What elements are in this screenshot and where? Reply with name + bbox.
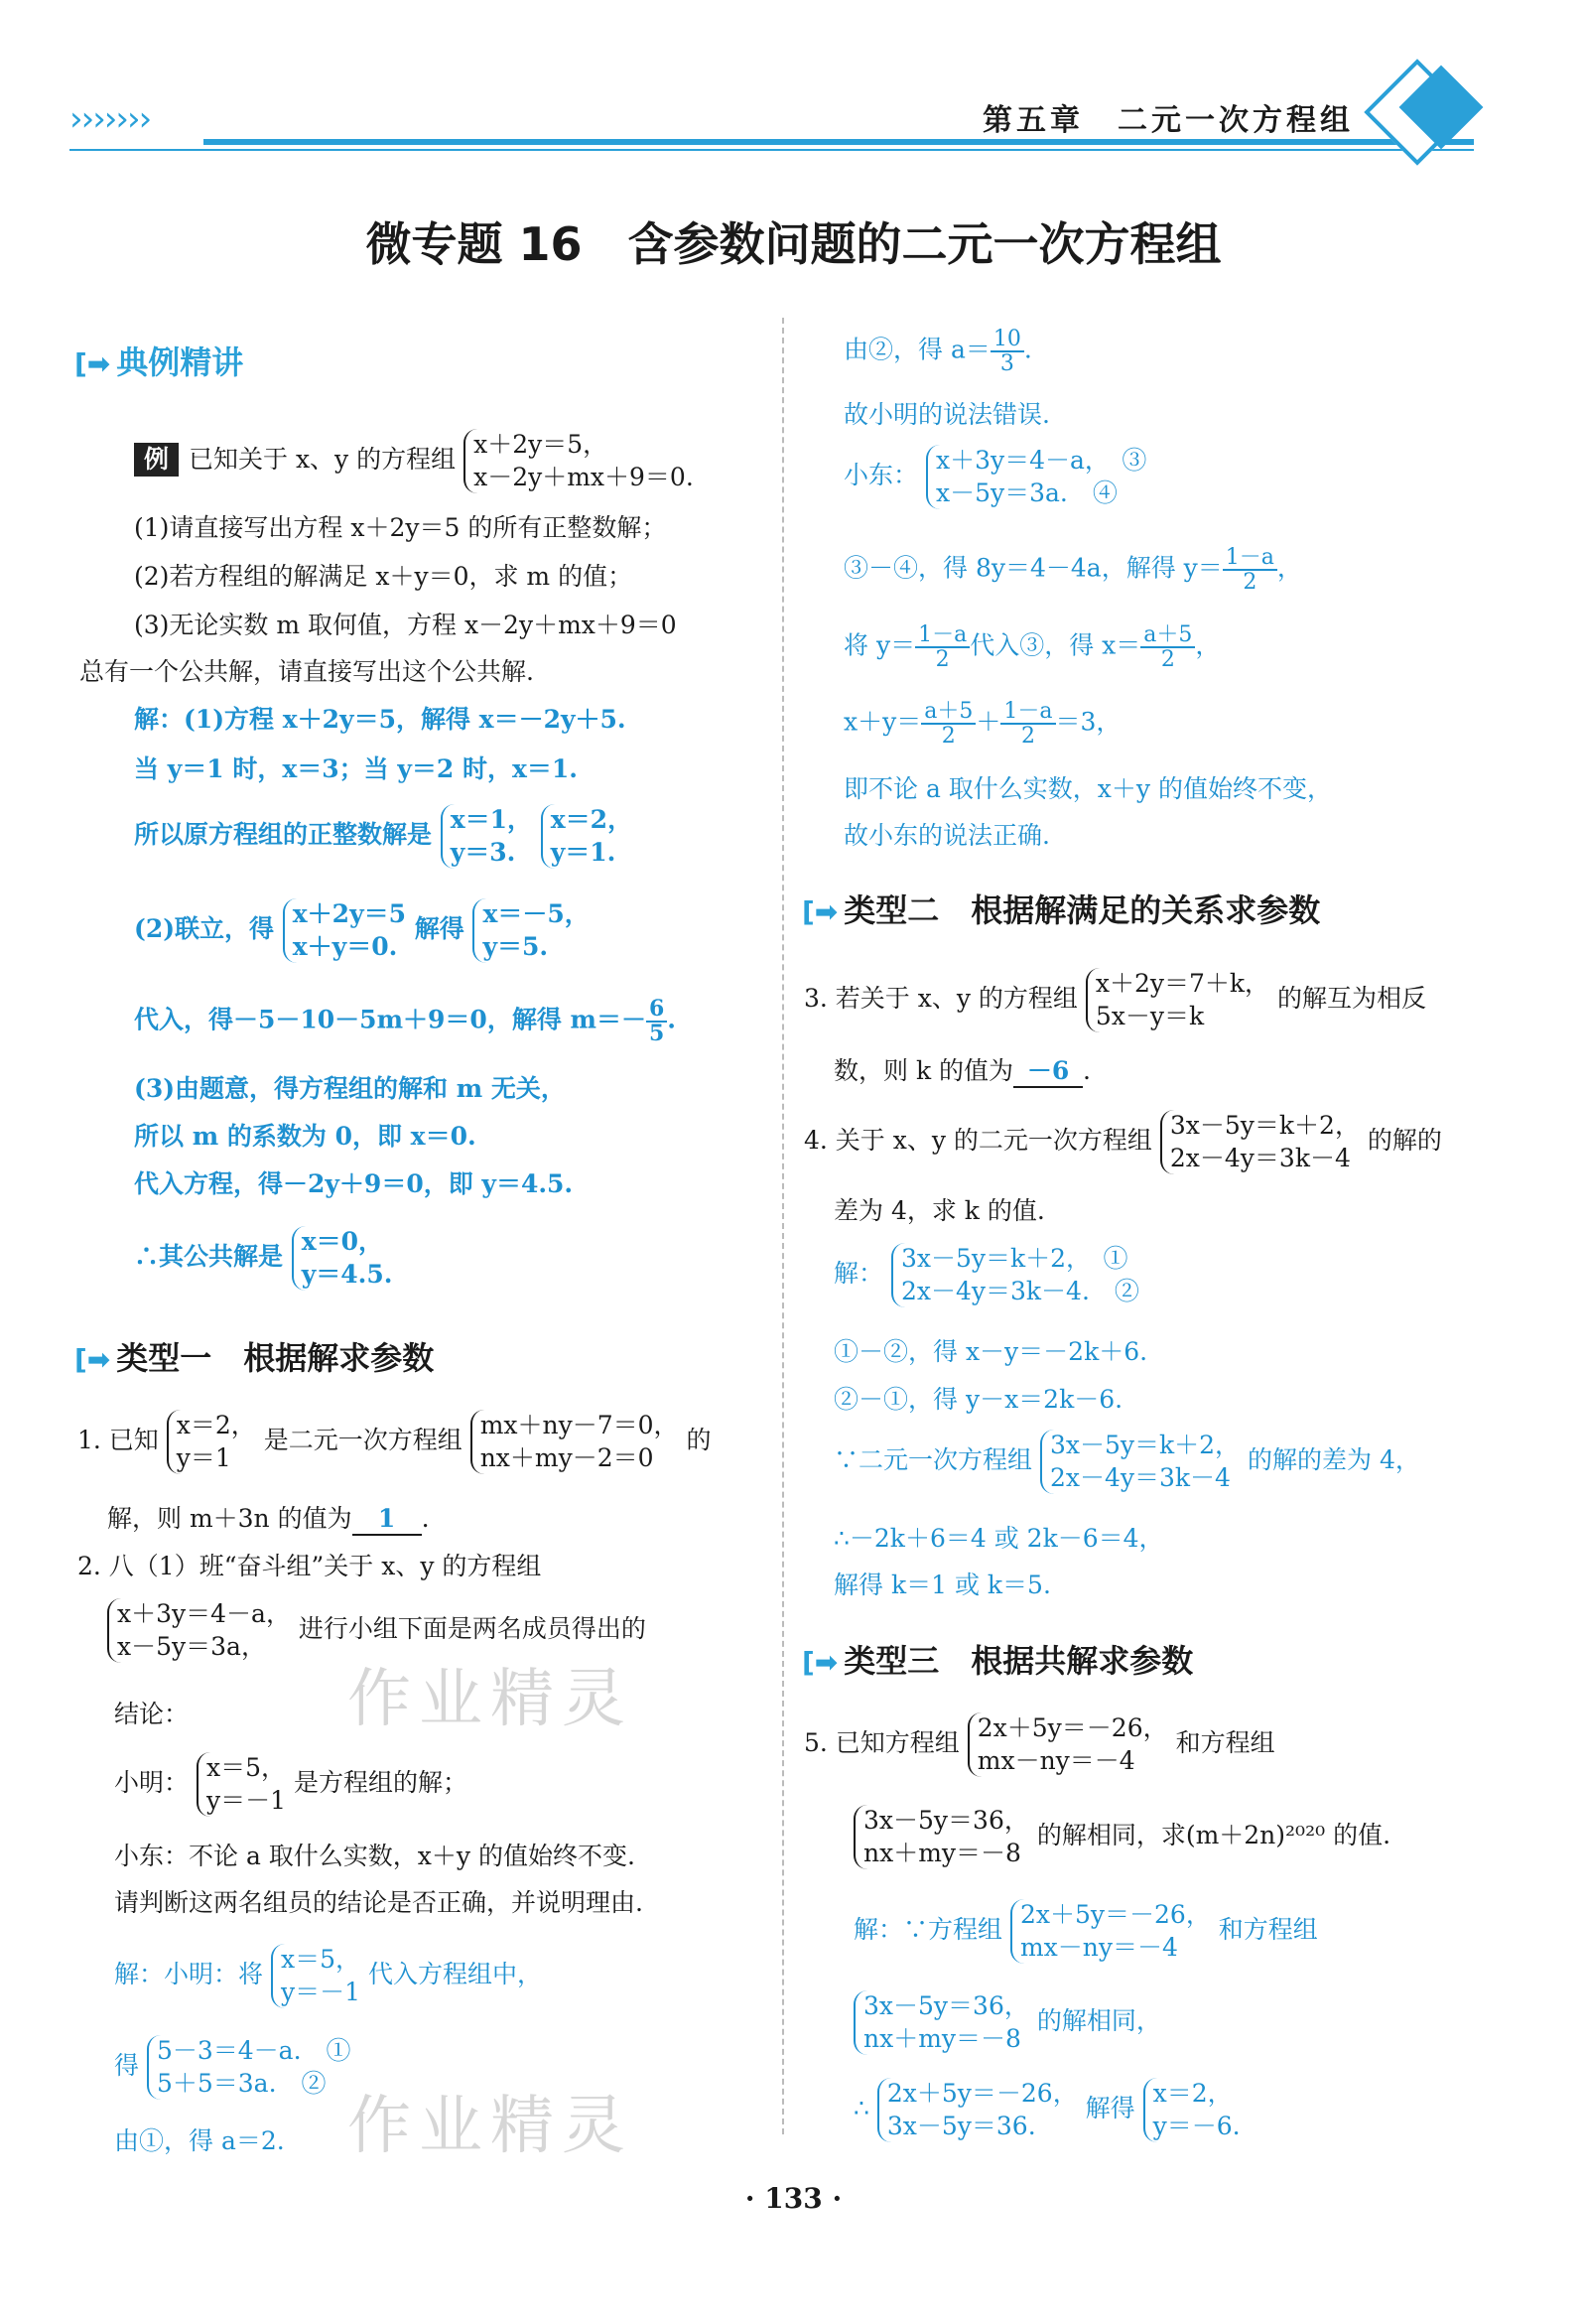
example-q3: (3)无论实数 m 取何值，方程 x－2y＋mx＋9＝0 <box>134 611 677 639</box>
chapter-title: 第五章 二元一次方程组 <box>983 103 1354 138</box>
example-tag: 例 <box>134 443 179 477</box>
problem-4-text: 差为 4，求 k 的值. <box>834 1196 1045 1225</box>
solution-line: 3x－5y＝36， nx＋my＝－8 的解相同， <box>854 1990 1161 2055</box>
header-rule-thin <box>69 149 1474 151</box>
problem-5-cont: 3x－5y＝36， nx＋my＝－8 的解相同，求(m＋2n)²⁰²⁰ 的值. <box>854 1805 1390 1869</box>
solution-line: (2)联立，得 x＋2y＝5 x＋y＝0. 解得 x＝－5， y＝5. <box>134 898 590 963</box>
solution-line: 代入，得－5－10－5m＋9＝0，解得 m＝－ $\frac{6}{5}$ . <box>134 996 677 1047</box>
page-number: · 133 · <box>744 2182 843 2215</box>
solution-line: 解： 3x－5y＝k＋2， ① 2x－4y＝3k－4. ② <box>834 1243 1139 1307</box>
solution-line: ∴－2k＋6＝4 或 2k－6＝4， <box>834 1524 1164 1553</box>
watermark: 作业精灵 <box>347 1663 633 1736</box>
solution-line: ∴其公共解是 x＝0， y＝4.5. <box>134 1226 392 1291</box>
solution-line: ③－④，得 8y＝4－4a，解得 y＝ $\frac{1-a}{2}$ ， <box>844 545 1302 596</box>
section-type1: [➡ 类型一 根据解求参数 <box>74 1339 435 1377</box>
arrow-tag-icon: [➡ <box>802 1646 839 1679</box>
answer-blank: －6 <box>1013 1056 1083 1088</box>
solution-line: ∵二元一次方程组 3x－5y＝k＋2， 2x－4y＝3k－4 的解的差为 4， <box>834 1430 1420 1494</box>
solution-line: 小东： x＋3y＝4－a， ③ x－5y＝3a. ④ <box>844 445 1146 509</box>
watermark: 作业精灵 <box>347 2090 633 2163</box>
solution-line: 由①，得 a＝2. <box>114 2126 285 2155</box>
solution-line: 将 y＝ $\frac{1-a}{2}$ 代入③，得 x＝ $\frac{a+5}{2}$ ， <box>844 622 1221 673</box>
header-chevrons: ››››››› <box>69 99 151 139</box>
solution-line: 解：∵方程组 2x＋5y＝－26， mx－ny＝－4 和方程组 <box>854 1899 1318 1964</box>
arrow-tag-icon: [➡ <box>802 895 839 928</box>
solution-line: ∴ 2x＋5y＝－26， 3x－5y＝36. 解得 x＝2， y＝－6. <box>854 2078 1241 2142</box>
example-q3-cont: 总有一个公共解，请直接写出这个公共解. <box>79 657 534 686</box>
answer-blank: 1 <box>352 1504 422 1536</box>
problem-3-answer: 数，则 k 的值为 －6 . <box>834 1056 1091 1088</box>
solution-line: ②－①，得 y－x＝2k－6. <box>834 1385 1124 1414</box>
solution-line: ①－②，得 x－y＝－2k＋6. <box>834 1337 1148 1366</box>
arrow-tag-icon: [➡ <box>74 1343 111 1376</box>
solution-line: 解：(1)方程 x＋2y＝5，解得 x＝－2y＋5. <box>134 705 626 734</box>
solution-line: x＋y＝ $\frac{a+5}{2}$ ＋ $\frac{1-a}{2}$ ＝3， <box>844 699 1122 750</box>
header-rule <box>203 139 1474 145</box>
problem-2-xiaodong: 小东：不论 a 取什么实数，x＋y 的值始终不变. <box>114 1842 635 1870</box>
solution-line: 所以原方程组的正整数解是 x＝1， y＝3. x＝2， y＝1. <box>134 804 632 869</box>
solution-line: (3)由题意，得方程组的解和 m 无关， <box>134 1074 566 1103</box>
example-intro: 例 已知关于 x、y 的方程组 x＋2y＝5， x－2y＋mx＋9＝0. <box>134 429 694 493</box>
example-q2: (2)若方程组的解满足 x＋y＝0，求 m 的值； <box>134 562 633 591</box>
solution-line: 故小东的说法正确. <box>844 821 1050 850</box>
section-type2: [➡ 类型二 根据解满足的关系求参数 <box>802 891 1321 929</box>
problem-2-text: 结论： <box>114 1700 190 1728</box>
problem-1: 1. 已知 x＝2， y＝1 是二元一次方程组 mx＋ny－7＝0， nx＋my－2＝0 的 <box>77 1410 712 1474</box>
arrow-tag-icon: [➡ <box>74 347 111 380</box>
problem-2-xiaoming: 小明： x＝5， y＝－1 是方程组的解； <box>114 1752 467 1817</box>
page-title: 微专题 16 含参数问题的二元一次方程组 <box>365 217 1222 271</box>
column-divider <box>782 318 784 2134</box>
solution-line: 故小明的说法错误. <box>844 400 1050 429</box>
problem-1-answer: 解，则 m＋3n 的值为 1 . <box>107 1504 430 1536</box>
problem-4: 4. 关于 x、y 的二元一次方程组 3x－5y＝k＋2， 2x－4y＝3k－4 的解的 <box>804 1110 1442 1174</box>
solution-line: 代入方程，得－2y＋9＝0，即 y＝4.5. <box>134 1169 574 1198</box>
section-examples: [➡ 典例精讲 <box>74 343 244 381</box>
problem-2: 2. 八（1）班“奋斗组”关于 x、y 的方程组 <box>77 1552 542 1580</box>
solution-line: 当 y＝1 时，x＝3；当 y＝2 时，x＝1. <box>134 754 578 783</box>
problem-3: 3. 若关于 x、y 的方程组 x＋2y＝7＋k， 5x－y＝k 的解互为相反 <box>804 968 1426 1032</box>
solution-line: 即不论 a 取什么实数，x＋y 的值始终不变， <box>844 774 1332 803</box>
solution-line: 解：小明：将 x＝5， y＝－1 代入方程组中， <box>114 1944 542 2008</box>
solution-line: 解得 k＝1 或 k＝5. <box>834 1571 1051 1599</box>
solution-line: 所以 m 的系数为 0，即 x＝0. <box>134 1122 476 1151</box>
problem-5: 5. 已知方程组 2x＋5y＝－26， mx－ny＝－4 和方程组 <box>804 1712 1275 1777</box>
example-q1: (1)请直接写出方程 x＋2y＝5 的所有正整数解； <box>134 513 667 542</box>
solution-line: 得 5－3＝4－a. ① 5＋5＝3a. ② <box>114 2035 351 2100</box>
problem-2-system: x＋3y＝4－a， x－5y＝3a， 进行小组下面是两名成员得出的 <box>107 1598 646 1663</box>
section-type3: [➡ 类型三 根据共解求参数 <box>802 1642 1194 1680</box>
problem-2-ask: 请判断这两名组员的结论是否正确，并说明理由. <box>114 1888 643 1917</box>
solution-line: 由②，得 a＝ $\frac{10}{3}$ . <box>844 327 1032 377</box>
